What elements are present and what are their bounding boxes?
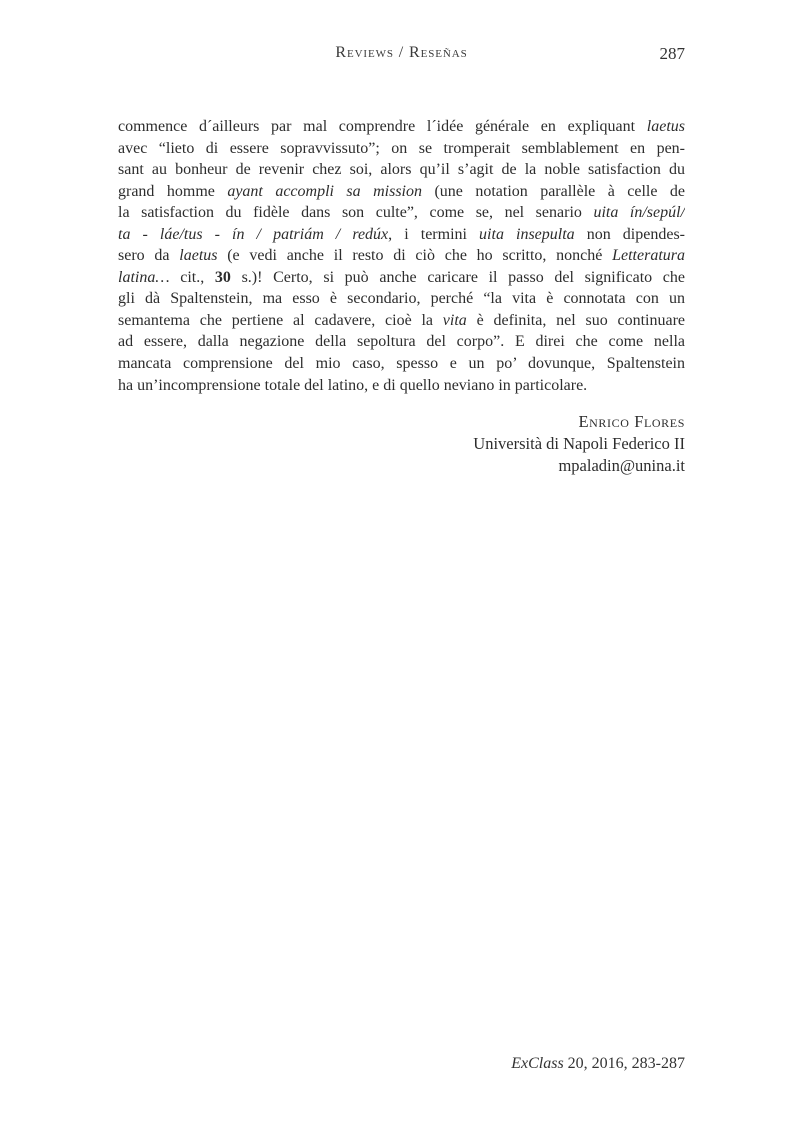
body-block — [118, 116, 685, 477]
text-line — [118, 202, 685, 224]
text-segment: sero da — [118, 247, 180, 265]
text-segment: Letteratura — [612, 247, 685, 265]
text-line — [118, 159, 685, 181]
text-line — [118, 353, 685, 375]
text-segment: avec “lieto di essere sopravvissuto”; on se tromperait semblablement en pen- — [118, 139, 685, 157]
page-header — [118, 44, 685, 66]
text-segment: gli dà Spaltenstein, ma esso è secondario, perché “la vita è connotata con un — [118, 290, 685, 308]
text-segment: grand homme — [118, 182, 228, 200]
journal-citation: 20, 2016, 283-287 — [563, 1055, 685, 1072]
text-segment: latina… — [118, 268, 170, 286]
text-segment: commence d´ailleurs par mal comprendre l´idée générale en expliquant — [118, 118, 647, 135]
text-segment: laetus — [646, 118, 685, 135]
page-footer — [511, 1055, 685, 1073]
text-line — [118, 288, 685, 310]
text-line — [118, 267, 685, 289]
text-segment: ta - láe/tus - ín / patriám / redúx — [118, 225, 389, 243]
text-line — [118, 310, 685, 332]
text-segment: non dipendes- — [574, 225, 685, 243]
text-segment: vita — [442, 311, 467, 329]
author-name: Enrico Flores — [578, 412, 685, 432]
text-line — [118, 116, 685, 138]
journal-title: ExClass — [511, 1055, 564, 1072]
text-segment: (une notation parallèle à celle de — [422, 182, 685, 200]
text-line — [118, 245, 685, 267]
running-title: Reviews / Reseñas — [335, 44, 468, 61]
text-segment: semantema che pertiene al cadavere, cioè la — [118, 311, 443, 329]
text-segment: sant au bonheur de revenir chez soi, alors qu’il s’agit de la noble satisfaction du — [118, 161, 685, 179]
text-segment: mancata comprensione del mio caso, spesso e un po’ dovunque, Spaltenstein — [118, 355, 685, 373]
text-line — [118, 181, 685, 203]
author-affiliation: Università di Napoli Federico II — [473, 434, 685, 454]
text-line — [118, 138, 685, 160]
text-segment: (e vedi anche il resto di ciò che ho scritto, nonché — [217, 247, 613, 265]
signature-block — [118, 411, 685, 477]
text-segment: la satisfaction du fidèle dans son culte”, come se, nel senario — [118, 204, 594, 222]
author-email: mpaladin@unina.it — [558, 456, 685, 476]
text-segment: 30 — [214, 268, 231, 286]
text-segment: ad essere, dalla negazione della sepoltura del corpo”. E direi che come nella — [118, 333, 685, 351]
text-segment: uita ín/sepúl/ — [593, 204, 685, 222]
text-segment: cit., — [169, 268, 215, 286]
text-segment: s.)! Certo, si può anche caricare il passo del significato che — [230, 268, 685, 286]
text-segment: è definita, nel suo continuare — [466, 311, 685, 329]
text-line — [118, 224, 685, 246]
text-segment: laetus — [179, 247, 218, 265]
text-segment: ayant accompli sa mission — [227, 182, 422, 200]
text-segment: , i termini — [388, 225, 480, 243]
text-segment: ha un’incomprensione totale del latino, e di quello neviano in particolare. — [118, 376, 588, 394]
body-paragraph — [118, 116, 685, 396]
page-number: 287 — [659, 44, 685, 63]
text-line — [118, 375, 685, 397]
text-segment: uita insepulta — [479, 225, 575, 243]
text-line — [118, 331, 685, 353]
